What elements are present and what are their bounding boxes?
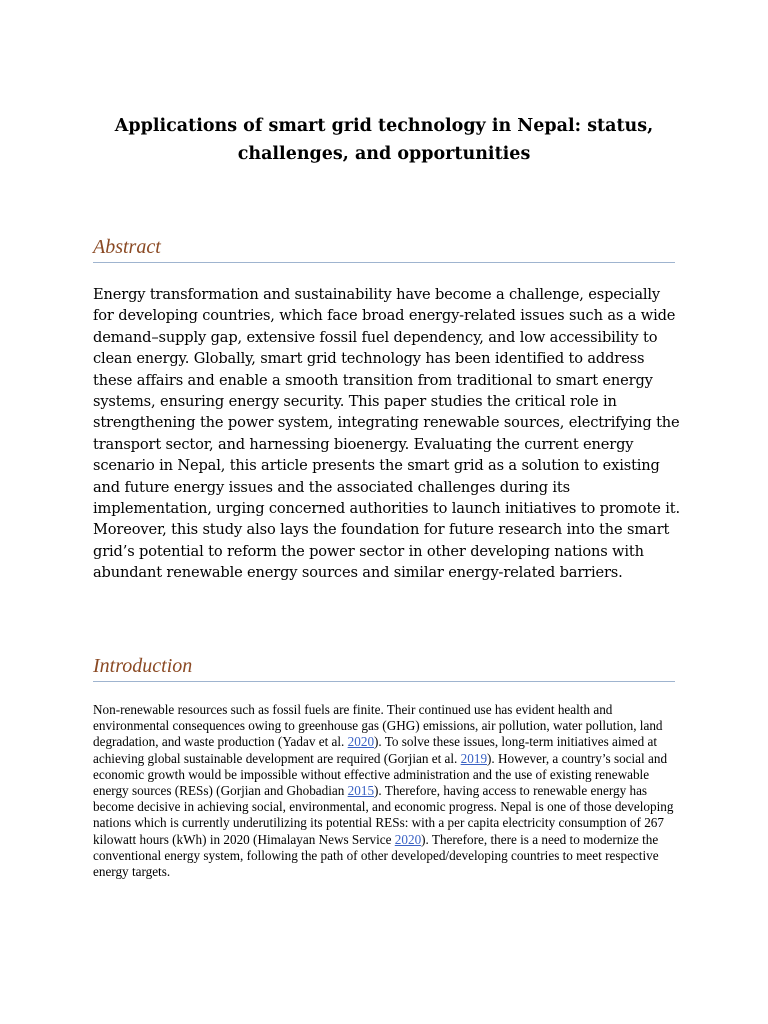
introduction-heading: Introduction bbox=[93, 654, 675, 682]
paper-title: Applications of smart grid technology in Nepal: status, challenges, and opportunities bbox=[114, 116, 654, 164]
intro-text-segment: ). To solve these issues, long-term initiatives aimed at achieving global sustainable development are required (Gorjian et al. bbox=[93, 734, 658, 766]
intro-text-segment: ). However, a country’s social and economic growth would be impossible without effective administration and the use of existing renewable energy sources (RESs) (Gorjian and Ghobadian bbox=[93, 750, 668, 799]
citation-link-himalayan-news-2020[interactable]: 2020 bbox=[394, 831, 422, 847]
citation-link-gorjian-ghobadian-2015[interactable]: 2015 bbox=[347, 783, 375, 799]
citation-link-gorjian-2019[interactable]: 2019 bbox=[460, 750, 488, 766]
citation-link-yadav-2020[interactable]: 2020 bbox=[347, 734, 375, 750]
introduction-paragraph bbox=[93, 702, 678, 880]
intro-text-segment: ). Therefore, there is a need to modernize the conventional energy system, following the path of other developed/developing countries to meet respective energy targets. bbox=[93, 831, 659, 880]
abstract-paragraph: Energy transformation and sustainability have become a challenge, especially for developing countries, which face broad energy-related issues such as a wide demand–supply gap, extensive fossil fuel dependency, and low accessibility to clean energy. Globally, smart grid technology has been identified to address these affairs and enable a smooth transition from traditional to smart energy systems, ensuring energy security. This paper studies the critical role in strengthening the power system, integrating renewable sources, electrifying the transport sector, and harnessing bioenergy. Evaluating the current energy scenario in Nepal, this article presents the smart grid as a solution to existing and future energy issues and the associated challenges during its implementation, urging concerned authorities to launch initiatives to promote it. Moreover, this study also lays the foundation for future research into the smart grid’s potential to reform the power sector in other developing nations with abundant renewable energy sources and similar energy-related barriers. bbox=[93, 286, 680, 582]
intro-text-segment: Non-renewable resources such as fossil fuels are finite. Their continued use has evident health and environmental consequences owing to greenhouse gas (GHG) emissions, air pollution, water pollution, land degradation, and waste production (Yadav et al. bbox=[93, 702, 663, 750]
abstract-heading: Abstract bbox=[93, 235, 675, 263]
intro-text-segment: ). Therefore, having access to renewable energy has become decisive in achieving social, environmental, and economic progress. Nepal is one of those developing nations which is currently underutilizing its potential RESs: with a per capita electricity consumption of 267 kilowatt hours (kWh) in 2020 (Himalayan News Service bbox=[93, 783, 674, 847]
